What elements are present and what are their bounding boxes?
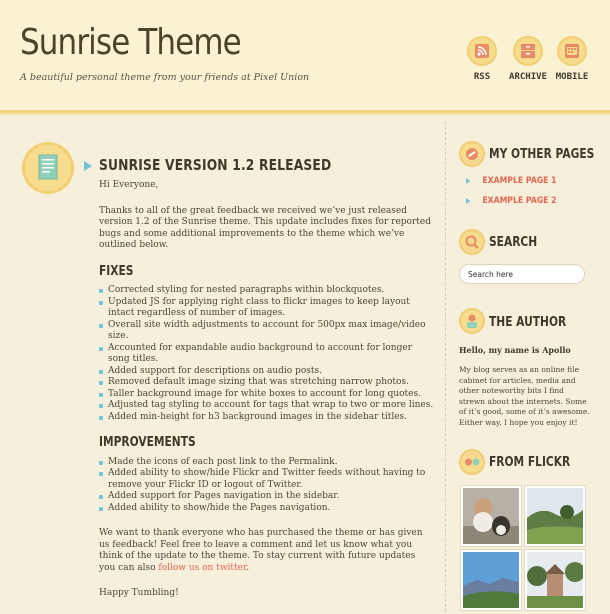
arrow-icon bbox=[466, 198, 470, 204]
post-closing-end: . bbox=[246, 562, 250, 573]
search-input[interactable] bbox=[459, 264, 585, 284]
follow-twitter-link[interactable]: follow us on twitter bbox=[158, 562, 247, 573]
search-icon bbox=[459, 229, 485, 255]
list-item: Corrected styling for nested paragraphs within blockquotes. bbox=[99, 285, 434, 297]
author-bio: My blog serves as an online file cabinet for articles, media and other noteworthy bits I find strewn about the internets. Some of it’s good, some of it’s awesome. Either way, I hope you enjoy it! bbox=[459, 365, 590, 427]
post-closing bbox=[99, 528, 434, 574]
column-divider bbox=[445, 122, 446, 612]
arrow-icon bbox=[466, 178, 470, 184]
flickr-photo-landscape[interactable] bbox=[525, 486, 585, 546]
list-item: Added support for Pages navigation in the sidebar. bbox=[99, 491, 434, 503]
flickr-photo-mountains[interactable] bbox=[461, 550, 521, 610]
list-item: Taller background image for white boxes to account for long quotes. bbox=[99, 389, 434, 401]
post-closing-text: We want to thank everyone who has purchased the theme or has given us feedback! Feel free to leave a comment and let us know what you think of the update to the theme. To stay current with future updates you can also bbox=[99, 528, 423, 573]
post-intro: Thanks to all of the great feedback we received we’ve just released version 1.2 of the Sunrise theme. This update includes fixes for reported bugs and some additional improvements to the theme which we’ve outlined below. bbox=[99, 205, 431, 250]
sidebar-page-link-1[interactable] bbox=[466, 176, 557, 186]
improvements-heading: IMPROVEMENTS bbox=[99, 435, 196, 450]
list-item: Added ability to show/hide Flickr and Twitter feeds without having to remove your Flickr ID or logout of Twitter. bbox=[99, 468, 434, 491]
improvements-list bbox=[99, 457, 434, 515]
post-signoff: Happy Tumbling! bbox=[99, 588, 179, 598]
author-widget-title: THE AUTHOR bbox=[489, 315, 567, 330]
list-item: Overall site width adjustments to account for 500px max image/video size. bbox=[99, 320, 434, 343]
nav-mobile-button[interactable] bbox=[552, 36, 592, 82]
list-item: Made the icons of each post link to the Permalink. bbox=[99, 457, 434, 469]
rss-icon bbox=[467, 36, 497, 66]
fixes-heading: FIXES bbox=[99, 263, 134, 279]
site-title[interactable]: Sunrise Theme bbox=[20, 22, 241, 63]
nav-rss-button[interactable] bbox=[462, 36, 502, 82]
flickr-photo-dogs[interactable] bbox=[461, 486, 521, 546]
nav-rss-label: RSS bbox=[473, 72, 491, 82]
nav-mobile-label: MOBILE bbox=[555, 72, 589, 82]
site-header bbox=[0, 0, 610, 113]
page-link-label: EXAMPLE PAGE 2 bbox=[482, 196, 557, 206]
list-item: Added support for descriptions on audio posts. bbox=[99, 366, 434, 378]
post-title[interactable]: SUNRISE VERSION 1.2 RELEASED bbox=[99, 156, 332, 174]
pages-widget-title: MY OTHER PAGES bbox=[489, 147, 595, 162]
fixes-list bbox=[99, 285, 434, 423]
flickr-photo-church[interactable] bbox=[525, 550, 585, 610]
list-item: Updated JS for applying right class to flickr images to keep layout intact regardless of number of images. bbox=[99, 297, 434, 320]
pages-icon bbox=[459, 141, 485, 167]
search-widget-title: SEARCH bbox=[489, 235, 538, 250]
list-item: Removed default image sizing that was stretching narrow photos. bbox=[99, 377, 434, 389]
nav-archive-label: ARCHIVE bbox=[509, 72, 547, 82]
archive-icon bbox=[513, 36, 543, 66]
post-arrow-icon bbox=[84, 161, 92, 171]
text-post-icon[interactable] bbox=[22, 142, 74, 194]
list-item: Added ability to show/hide the Pages navigation. bbox=[99, 503, 434, 515]
nav-archive-button[interactable] bbox=[508, 36, 548, 82]
list-item: Accounted for expandable audio background to account for longer song titles. bbox=[99, 343, 434, 366]
site-tagline: A beautiful personal theme from your friends at Pixel Union bbox=[20, 72, 310, 83]
post-body bbox=[99, 180, 434, 614]
author-icon bbox=[459, 308, 485, 334]
author-name: Hello, my name is Apollo bbox=[459, 345, 571, 355]
list-item: Added min-height for h3 background images in the sidebar titles. bbox=[99, 412, 434, 424]
flickr-widget-title: FROM FLICKR bbox=[489, 455, 571, 470]
sidebar-page-link-2[interactable] bbox=[466, 196, 557, 206]
mobile-icon bbox=[557, 36, 587, 66]
list-item: Adjusted tag styling to account for tags that wrap to two or more lines. bbox=[99, 400, 434, 412]
flickr-icon bbox=[459, 449, 485, 475]
post-greeting: Hi Everyone, bbox=[99, 180, 159, 190]
page-link-label: EXAMPLE PAGE 1 bbox=[482, 176, 557, 186]
